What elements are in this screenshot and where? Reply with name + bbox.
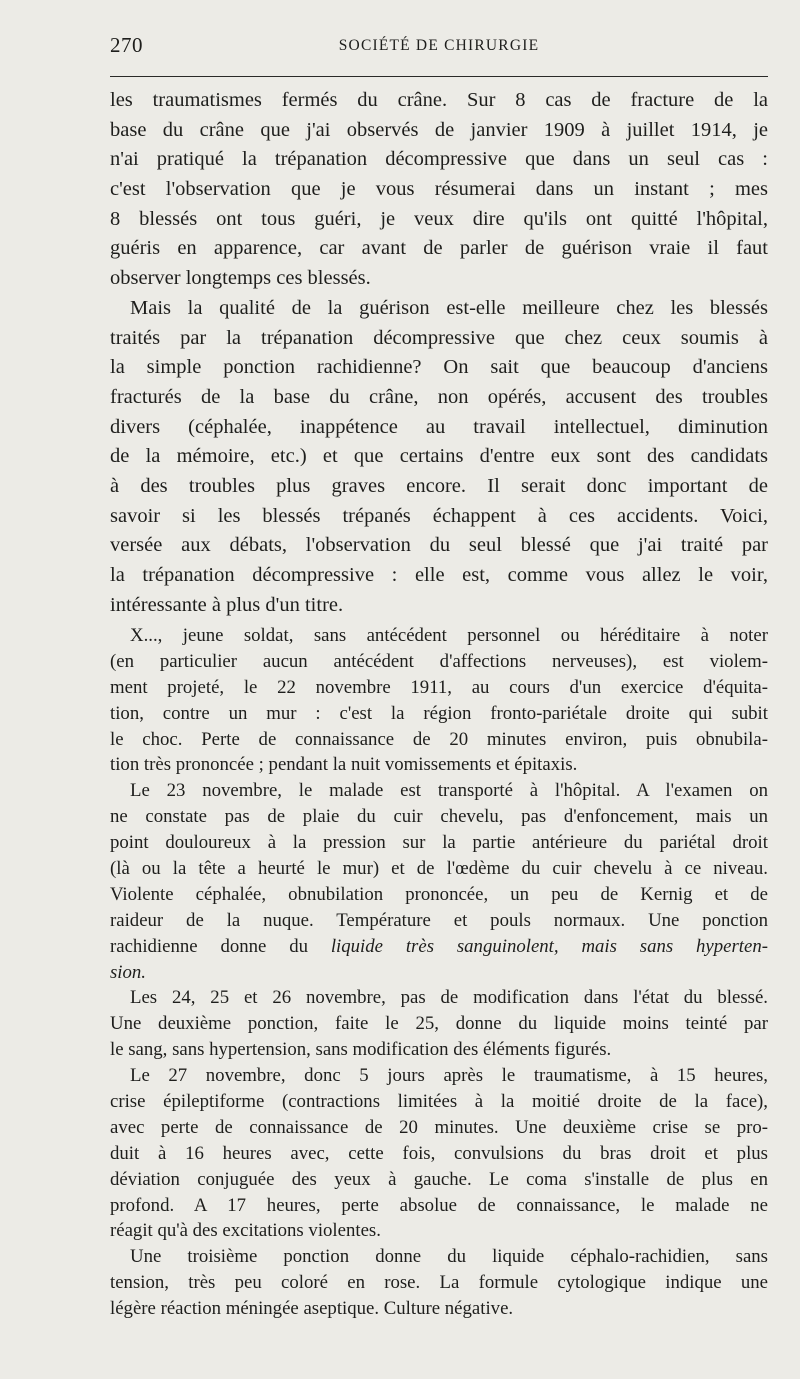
- text-line: déviation conjuguée des yeux à gauche. Le coma s'installe de plus en: [110, 1168, 768, 1190]
- text-line: profond. A 17 heures, perte absolue de connaissance, le malade ne: [110, 1194, 768, 1216]
- text-line: tension, très peu coloré en rose. La formule cytologique indique une: [110, 1272, 768, 1294]
- text-line: à des troubles plus graves encore. Il serait donc important de: [110, 474, 768, 497]
- header-rule: [110, 76, 768, 77]
- text-line: Une troisième ponction donne du liquide céphalo-rachidien, sans: [130, 1246, 768, 1268]
- case-paragraph-4: [110, 1063, 768, 1244]
- text-line: Le 23 novembre, le malade est transporté à l'hôpital. A l'examen on: [130, 780, 768, 802]
- case-paragraph-3: [110, 985, 768, 1063]
- text-line: observer longtemps ces blessés.: [110, 267, 371, 290]
- case-paragraph-2: [110, 778, 768, 985]
- text-line: c'est l'observation que je vous résumerai dans un instant ; mes: [110, 178, 768, 201]
- text-line: réagit qu'à des excitations violentes.: [110, 1220, 381, 1242]
- text-line: les traumatismes fermés du crâne. Sur 8 cas de fracture de la: [110, 89, 768, 111]
- text-line: n'ai pratiqué la trépanation décompressive que dans un seul cas :: [110, 148, 768, 171]
- text-line: point douloureux à la pression sur la partie antérieure du pariétal droit: [110, 832, 768, 854]
- text-line: crise épileptiforme (contractions limitées à la moitié droite de la face),: [110, 1091, 768, 1113]
- case-report-text: [110, 623, 768, 1322]
- text-line: divers (céphalée, inappétence au travail intellectuel, diminution: [110, 415, 768, 438]
- paragraph-1: [110, 86, 768, 294]
- text-line: intéressante à plus d'un titre.: [110, 593, 344, 616]
- text-line: avec perte de connaissance de 20 minutes. Une deuxième crise se pro-: [110, 1116, 768, 1138]
- text-line: fracturés de la base du crâne, non opérés, accusent des troubles: [110, 385, 768, 408]
- text-line: ne constate pas de plaie du cuir chevelu, pas d'enfoncement, mais un: [110, 806, 768, 828]
- text-line: tion très prononcée ; pendant la nuit vomissements et épitaxis.: [110, 754, 578, 776]
- text-line: Violente céphalée, obnubilation prononcée, un peu de Kernig et de: [110, 883, 768, 905]
- text-line: guéris en apparence, car avant de parler de guérison vraie il faut: [110, 237, 768, 260]
- paragraph-2: [110, 294, 768, 621]
- text-line: sion.: [110, 961, 147, 983]
- text-segment: rachidienne donne du: [110, 935, 331, 957]
- case-paragraph-1: [110, 623, 768, 778]
- text-line: le sang, sans hypertension, sans modification des éléments figurés.: [110, 1039, 612, 1061]
- page-number: 270: [110, 33, 143, 57]
- text-line: tion, contre un mur : c'est la région fronto-pariétale droite qui subit: [110, 702, 768, 724]
- text-line: Le 27 novembre, donc 5 jours après le traumatisme, à 15 heures,: [130, 1065, 768, 1087]
- text-line: (là ou la tête a heurté le mur) et de l'œdème du cuir chevelu à ce niveau.: [110, 858, 768, 880]
- text-line: Mais la qualité de la guérison est-elle meilleure chez les blessés: [130, 296, 768, 319]
- commentary-text: [110, 86, 768, 620]
- text-line: base du crâne que j'ai observés de janvier 1909 à juillet 1914, je: [110, 118, 768, 141]
- text-line: Une deuxième ponction, faite le 25, donne du liquide moins teinté par: [110, 1013, 768, 1035]
- text-line: Les 24, 25 et 26 novembre, pas de modification dans l'état du blessé.: [130, 987, 768, 1009]
- text-line: versée aux débats, l'observation du seul blessé que j'ai traité par: [110, 534, 768, 557]
- italic-text-segment: liquide très sanguinolent, mais sans hyperten-: [330, 935, 768, 957]
- text-line: raideur de la nuque. Température et pouls normaux. Une ponction: [110, 909, 768, 931]
- text-line: savoir si les blessés trépanés échappent à ces accidents. Voici,: [110, 504, 768, 527]
- text-line: traités par la trépanation décompressive que chez ceux soumis à: [110, 326, 768, 349]
- text-line: duit à 16 heures avec, cette fois, convulsions du bras droit et plus: [110, 1142, 768, 1164]
- page-header: [110, 33, 768, 63]
- case-paragraph-5: [110, 1244, 768, 1322]
- text-line: ment projeté, le 22 novembre 1911, au cours d'un exercice d'équita-: [110, 676, 768, 698]
- text-line: [110, 934, 768, 960]
- text-line: (en particulier aucun antécédent d'affections nerveuses), est violem-: [110, 650, 768, 672]
- text-line: le choc. Perte de connaissance de 20 minutes environ, puis obnubila-: [110, 728, 768, 750]
- text-line: 8 blessés ont tous guéri, je veux dire qu'ils ont quitté l'hôpital,: [110, 207, 768, 230]
- text-line: de la mémoire, etc.) et que certains d'entre eux sont des candidats: [110, 445, 768, 468]
- text-line: X..., jeune soldat, sans antécédent personnel ou héréditaire à noter: [130, 625, 768, 646]
- running-title: SOCIÉTÉ DE CHIRURGIE: [338, 37, 540, 54]
- text-line: légère réaction méningée aseptique. Culture négative.: [110, 1298, 514, 1320]
- text-line: la trépanation décompressive : elle est, comme vous allez le voir,: [110, 564, 768, 586]
- text-line: la simple ponction rachidienne? On sait que beaucoup d'anciens: [110, 356, 768, 379]
